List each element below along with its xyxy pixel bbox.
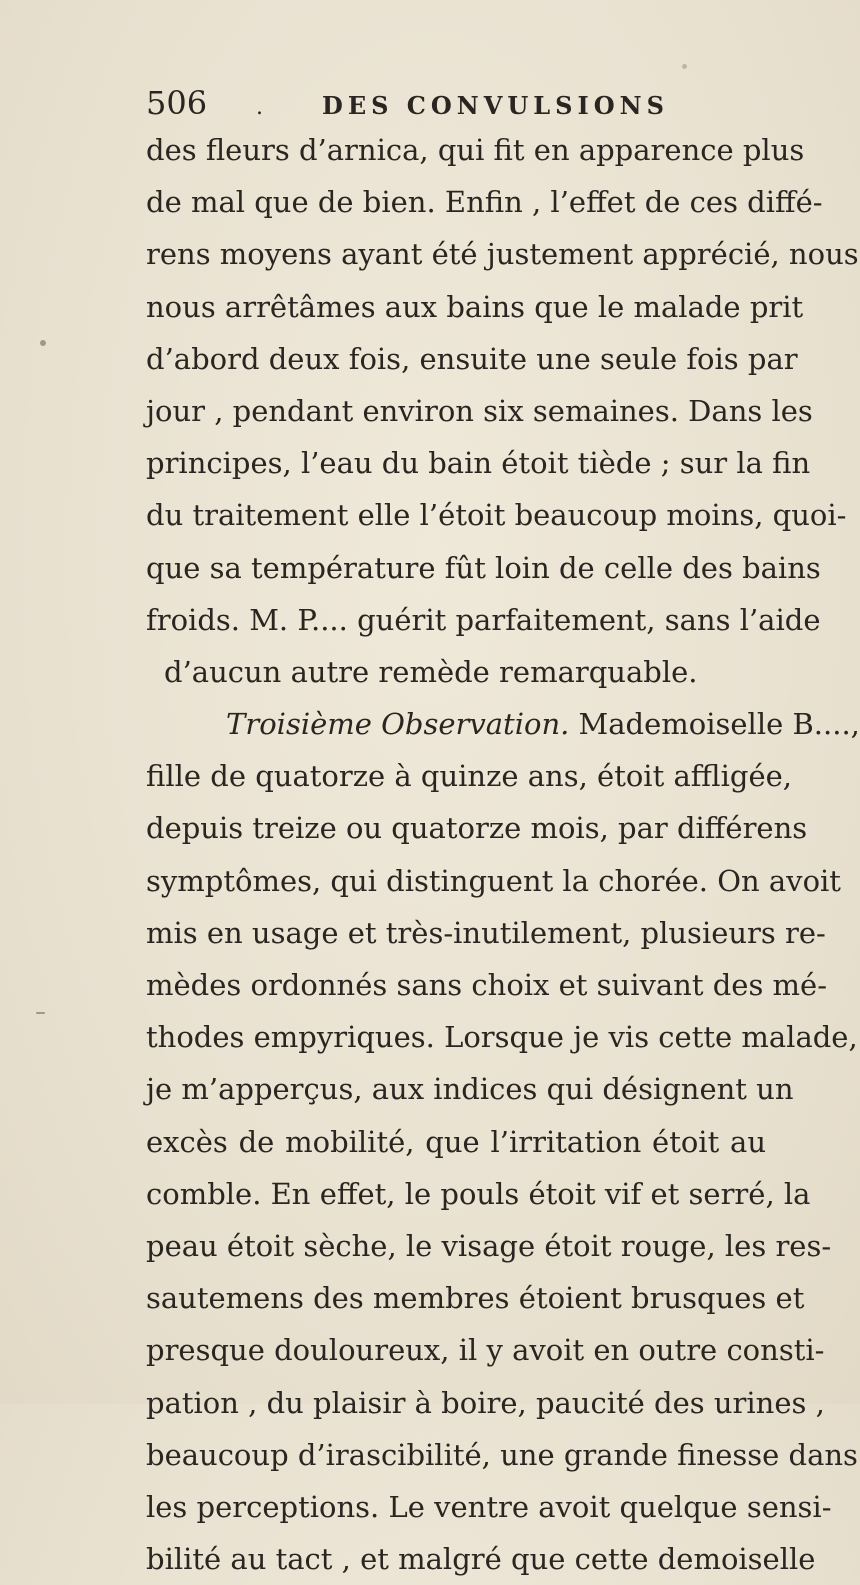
text-line: fille de quatorze à quinze ans, étoit affligée, [146,759,793,794]
text-line: pation , du plaisir à boire, paucité des urines , [146,1385,825,1420]
text-line: de mal que de bien. Enfin , l’effet de ces diffé- [146,185,823,220]
text-line: du traitement elle l’étoit beaucoup moins, quoi- [146,498,847,533]
text-line: mis en usage et très-inutilement, plusieurs re- [146,915,826,950]
body-text [146,124,860,1585]
text-line: mèdes ordonnés sans choix et suivant des mé- [146,968,828,1002]
text-line: d’aucun autre remède remarquable. [164,654,698,689]
text-line: jour , pendant environ six semaines. Dans les [146,393,813,428]
text-line: bilité au tact , et malgré que cette demoiselle [146,1542,816,1577]
text-line: d’abord deux fois, ensuite une seule fois par [146,341,798,376]
text-line: rens moyens ayant été justement apprécié, nous [146,237,859,272]
page-number: 506 [146,84,208,122]
paper-spot [682,64,687,69]
text-line: nous arrêtâmes aux bains que le malade prit [146,289,804,324]
text-line: beaucoup d’irascibilité, une grande finesse dans [146,1437,858,1472]
text-line: que sa température fût loin de celle des bains [146,550,821,585]
text-line: thodes empyriques. Lorsque je vis cette malade, [146,1020,858,1055]
text-line: froids. M. P.... guérit parfaitement, sans l’aide [146,602,821,637]
text-line: excès de mobilité, que l’irritation étoit au [146,1124,766,1159]
chapter-title: DES CONVULSIONS [322,91,669,120]
observation-title: Troisième Observation. [226,707,570,742]
text-line: sautemens des membres étoient brusques et [146,1281,805,1316]
text-line: les perceptions. Le ventre avoit quelque sensi- [146,1489,832,1524]
paper-spot [40,340,46,346]
observation-heading-line [146,698,860,750]
text-line: je m’apperçus, aux indices qui désignent un [146,1072,794,1107]
text-line: depuis treize ou quatorze mois, par différens [146,811,808,846]
text-line: presque douloureux, il y avoit en outre consti- [146,1333,825,1368]
text-line: des fleurs d’arnica, qui fit en apparence plus [146,133,805,167]
header-separator: . [256,95,263,120]
running-head [146,84,746,124]
text-line: comble. En effet, le pouls étoit vif et serré, la [146,1176,811,1211]
paper-spot [36,1012,45,1014]
observation-subject: Mademoiselle B...., [569,707,860,742]
text-line: symptômes, qui distinguent la chorée. On avoit [146,863,841,898]
text-line: principes, l’eau du bain étoit tiède ; sur la fin [146,446,811,481]
text-line: peau étoit sèche, le visage étoit rouge, les res- [146,1228,832,1263]
